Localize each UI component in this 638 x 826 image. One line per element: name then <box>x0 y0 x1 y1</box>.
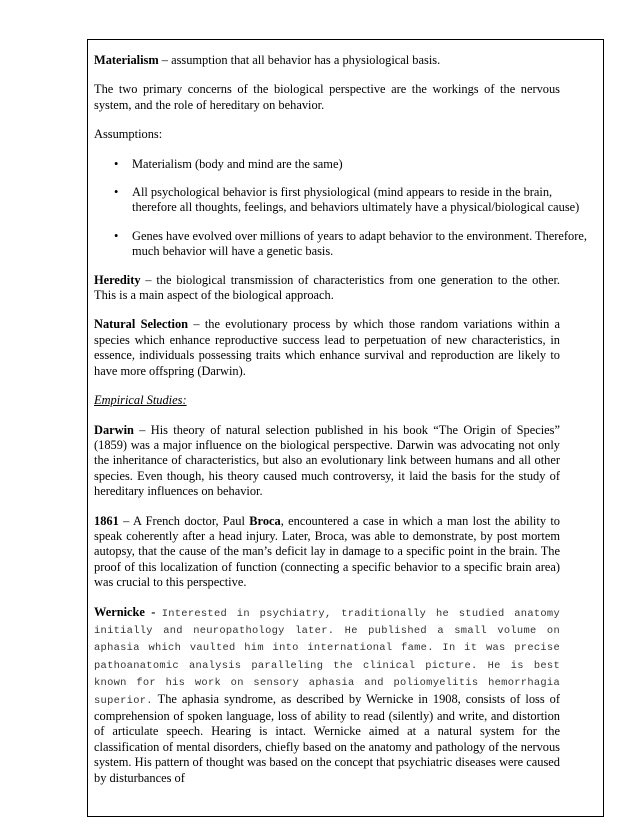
broca-text-after: , encountered a case in which a man lost the ability to speak coherently after a head injury. Later, Broca, was able to demonstrate, by post mortem autopsy, that the cause of the man’s deficit lay in damage to a specific point in the brain. The proof of this localization of function (connecting a specific behavior to a specific brain area) was crucial to this perspective. <box>94 513 560 590</box>
darwin-paragraph <box>94 423 560 500</box>
natural-selection-term: Natural Selection <box>94 317 189 332</box>
bullet-icon: • <box>114 228 119 243</box>
heredity-paragraph <box>94 273 560 304</box>
assumptions-list <box>94 156 587 260</box>
materialism-definition: – assumption that all behavior has a physiological basis. <box>158 53 441 67</box>
heredity-definition: – the biological transmission of characteristics from one generation to the other. This is a main aspect of the biological approach. <box>94 272 560 303</box>
broca-name: Broca <box>249 513 281 528</box>
materialism-paragraph <box>94 53 560 68</box>
broca-year: 1861 <box>94 513 119 528</box>
darwin-text: – His theory of natural selection published in his book “The Origin of Species” (1859) was a major influence on the biological perspective. Darwin was advocating not only the inheritance of characteristics, but also an evolutionary link between humans and all other species. Even though, his theory caused much controversy, it laid the basis for the study of hereditary influences on behavior. <box>94 422 560 499</box>
list-item <box>94 157 560 172</box>
broca-paragraph <box>94 514 560 591</box>
wernicke-serif-text: The aphasia syndrome, as described by Wernicke in 1908, consists of loss of comprehension of spoken language, loss of ability to read (silently) and write, and distortion of articulate speech. Hearing is intact. Wernicke aimed at a natural system for the classification of mental disorders, chiefly based on the anatomy and pathology of the nervous system. His pattern of thought was based on the concept that psychiatric diseases were caused by disturbances of <box>94 691 560 785</box>
broca-text-before: – A French doctor, Paul <box>118 513 250 528</box>
document-page <box>87 39 604 817</box>
bullet-icon: • <box>114 156 119 171</box>
natural-selection-definition: – the evolutionary process by which those random variations within a species which enhance reproductive success lead to perpetuation of new characteristics, in essence, individuals possessing traits which enhance survival and reproduction are likely to have more offspring (Darwin). <box>94 317 560 378</box>
list-item <box>94 229 590 260</box>
list-item-text: Genes have evolved over millions of years to adapt behavior to the environment. Therefore, much behavior will have a genetic basis. <box>132 228 587 259</box>
materialism-term: Materialism <box>94 53 159 67</box>
list-item-text: All psychological behavior is first physiological (mind appears to reside in the brain, therefore all thoughts, feelings, and behaviors ultimately have a physical/biological cause) <box>132 185 580 215</box>
wernicke-term: Wernicke <box>94 604 145 619</box>
wernicke-dash: - <box>144 604 162 619</box>
bullet-icon: • <box>114 185 119 200</box>
assumptions-heading: Assumptions: <box>94 127 163 142</box>
list-item <box>94 185 590 216</box>
list-item-text: Materialism (body and mind are the same) <box>132 156 343 171</box>
wernicke-paragraph <box>94 605 560 786</box>
natural-selection-paragraph <box>94 317 560 379</box>
darwin-term: Darwin <box>94 422 134 437</box>
empirical-studies-heading: Empirical Studies: <box>94 393 187 408</box>
heredity-term: Heredity <box>94 272 141 287</box>
document-body <box>94 53 587 786</box>
wernicke-mono-text: Interested in psychiatry, traditionally he studied anatomy initially and neuropathology later. He published a small volume on aphasia which vaulted him into international fame. In it was precise pathoanatomic analysis paralleling the clinical picture. He is best known for his work on sensory aphasia and poliomyelitis hemorrhagia superior. <box>94 607 560 707</box>
concerns-paragraph: The two primary concerns of the biological perspective are the workings of the nervous system, and the role of hereditary on behavior. <box>94 82 560 112</box>
